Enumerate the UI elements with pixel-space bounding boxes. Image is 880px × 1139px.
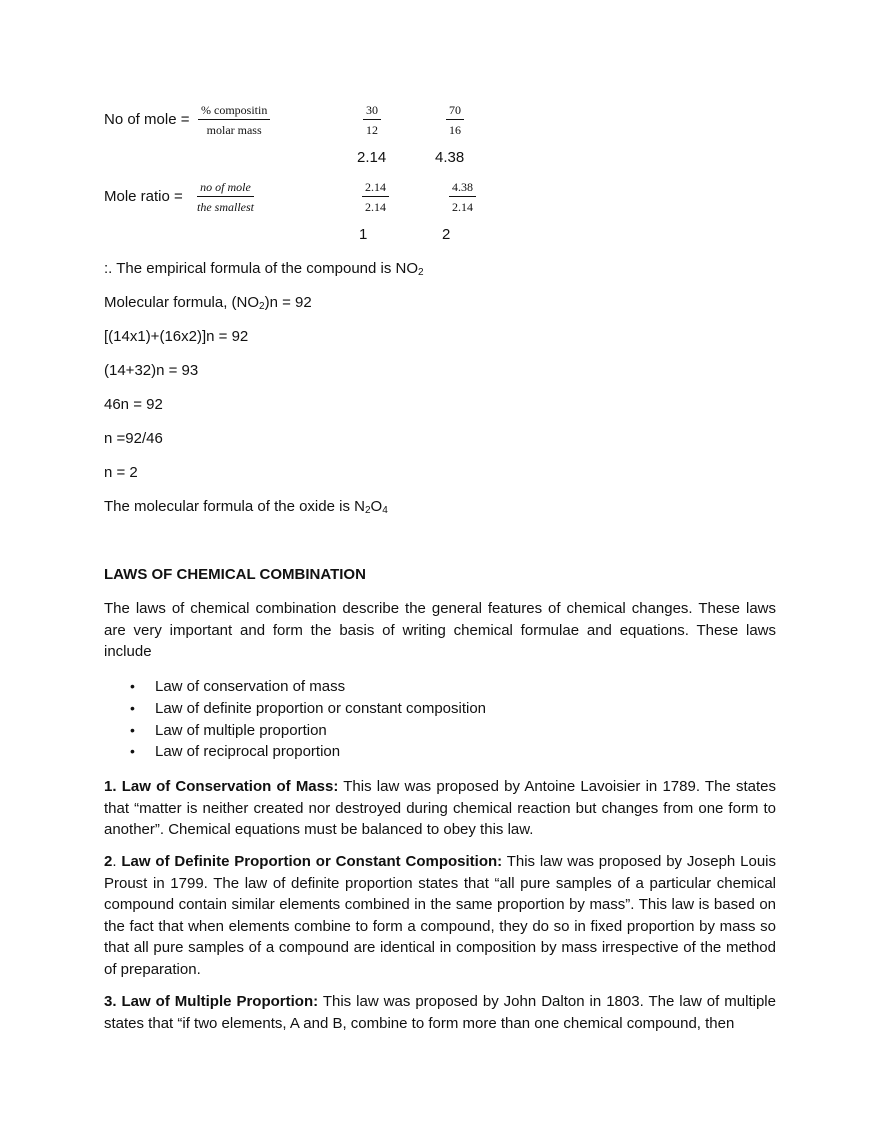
step-line-5: 46n = 92 <box>104 396 163 413</box>
ratio-fraction-1 <box>362 181 389 213</box>
ratio-fraction-2-denominator: 2.14 <box>452 200 473 214</box>
ratio-fraction-1-numerator: 2.14 <box>362 181 389 197</box>
ratio-value-1: 1 <box>359 226 368 243</box>
mole-formula-fraction <box>198 104 270 136</box>
final-text: The molecular formula of the oxide is N <box>104 498 365 515</box>
mole-formula-numerator: % compositin <box>198 104 270 120</box>
final-subscript-1: 2 <box>364 505 371 516</box>
final-subscript-2: 4 <box>382 505 388 516</box>
mole-value-1: 2.14 <box>357 149 387 166</box>
step-line-3: [(14x1)+(16x2)]n = 92 <box>104 328 249 345</box>
law-3-text: This law was proposed by John Dalton in 1803. The law of multiple states that “if two elements, A and B, combine to form more than one chemical compound, then <box>104 993 776 1032</box>
law-1-text: This law was proposed by Antoine Lavoisier in 1789. The states that “matter is neither created nor destroyed during chemical reaction but changes from one form to another”. Chemical equations must be balanced to obey this law. <box>104 778 776 838</box>
ratio-fraction-2 <box>449 181 476 213</box>
empirical-formula-line <box>104 260 424 278</box>
ratio-fraction-1-denominator: 2.14 <box>365 200 386 214</box>
empirical-text: :. The empirical formula of the compound is NO <box>104 260 419 277</box>
laws-list <box>104 676 776 763</box>
bullet-icon: • <box>130 743 135 760</box>
mole-fraction-2 <box>446 104 464 136</box>
step-line-4: (14+32)n = 93 <box>104 362 199 379</box>
ratio-formula-numerator: no of mole <box>197 181 254 197</box>
ratio-value-2: 2 <box>442 226 451 243</box>
mole-fraction-1 <box>363 104 381 136</box>
list-item-text: Law of conservation of mass <box>155 678 346 695</box>
list-item <box>104 720 776 742</box>
final-text-mid: O <box>370 498 383 515</box>
mole-fraction-1-numerator: 30 <box>363 104 381 120</box>
list-item <box>104 741 776 763</box>
ratio-label: Mole ratio = <box>104 188 183 205</box>
bullet-icon: • <box>130 699 135 716</box>
mole-fraction-2-denominator: 16 <box>449 123 461 137</box>
ratio-formula-denominator: the smallest <box>197 200 254 214</box>
bullet-icon: • <box>130 678 135 694</box>
law-1-paragraph <box>104 776 776 841</box>
mole-fraction-2-numerator: 70 <box>446 104 464 120</box>
list-item <box>104 676 776 698</box>
mole-fraction-1-denominator: 12 <box>366 123 378 137</box>
law-2-dot: . <box>112 853 122 870</box>
ratio-formula-fraction <box>194 181 257 213</box>
list-item <box>104 698 776 720</box>
mole-formula-denominator: molar mass <box>206 123 262 137</box>
list-item-text: Law of reciprocal proportion <box>155 743 341 761</box>
step-line-6: n =92/46 <box>104 430 163 447</box>
list-item-text: Law of definite proportion or constant composition <box>155 699 487 717</box>
law-2-paragraph <box>104 851 776 980</box>
mole-value-2: 4.38 <box>435 149 465 166</box>
molecular-text-end: )n = 92 <box>264 294 312 311</box>
molecular-text: Molecular formula, (NO <box>104 294 260 311</box>
law-2-title: Law of Definite Proportion or Constant Composition: <box>121 853 503 870</box>
law-3-title: 3. Law of Multiple Proportion: <box>104 993 319 1010</box>
law-2-number: 2 <box>104 853 113 870</box>
ratio-fraction-2-numerator: 4.38 <box>449 181 476 197</box>
law-1-title: 1. Law of Conservation of Mass: <box>104 778 339 795</box>
mole-label: No of mole = <box>104 111 190 128</box>
list-item-text: Law of multiple proportion <box>155 721 327 739</box>
bullet-icon: • <box>130 721 135 738</box>
law-3-paragraph <box>104 991 776 1034</box>
step-line-7: n = 2 <box>104 464 138 481</box>
section-heading: LAWS OF CHEMICAL COMBINATION <box>104 566 366 583</box>
molecular-formula-line <box>104 294 312 312</box>
final-formula-line <box>104 498 388 516</box>
empirical-subscript: 2 <box>418 267 424 278</box>
law-2-text: This law was proposed by Joseph Louis Proust in 1799. The law of definite proportion states that “all pure samples of a particular chemical compound contain similar elements combined in the same proportion by mass”. This law is based on the fact that when elements combine to form a compound, they do so in fixed proportion by mass so that all pure samples of a compound are identical in composition by mass irrespective of the method of preparation. <box>104 853 776 978</box>
section-intro: The laws of chemical combination describe the general features of chemical changes. These laws are very important and form the basis of writing chemical formulae and equations. These laws include <box>104 600 776 660</box>
molecular-subscript: 2 <box>259 301 265 312</box>
